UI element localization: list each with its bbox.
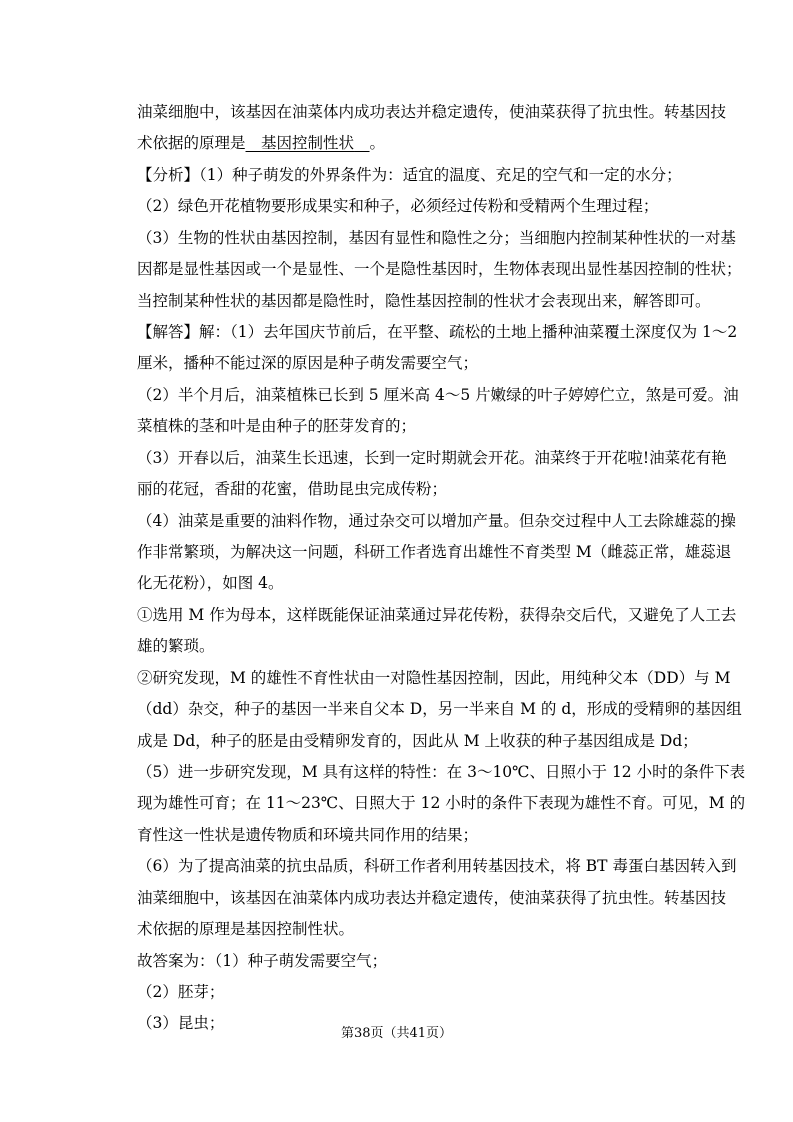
text-line: 当控制某种性状的基因都是隐性时，隐性基因控制的性状才会表现出来，解答即可。: [137, 292, 711, 310]
text-line: 化无花粉），如图 4。: [137, 574, 284, 592]
text-line: 育性这一性状是遗传物质和环境共同作用的结果；: [137, 826, 479, 844]
text-line: （5）进一步研究发现，M 具有这样的特性：在 3～10℃、日照小于 12 小时的条件下表: [137, 763, 746, 781]
text-line: 因都是显性基因或一个是显性、一个是隐性基因时，生物体表现出显性基因控制的性状；: [137, 260, 742, 278]
text-line: 丽的花冠，香甜的花蜜，借助昆虫完成传粉；: [137, 480, 448, 498]
text-line: （3）生物的性状由基因控制，基因有显性和隐性之分；当细胞内控制某种性状的一对基: [137, 229, 736, 247]
text-line: ①选用 M 作为母本，这样既能保证油菜通过异花传粉，获得杂交后代，又避免了人工去: [137, 606, 737, 624]
text-line: 菜植株的茎和叶是由种子的胚芽发育的；: [137, 417, 417, 435]
text-line: （2）半个月后，油菜植株已长到 5 厘米高 4～5 片嫩绿的叶子婷婷伫立，煞是可爱。油: [137, 386, 739, 404]
text-line: 雄的繁琐。: [137, 637, 215, 655]
text-line: 故答案为：（1）种子萌发需要空气；: [137, 952, 388, 970]
text-line-with-blank: 术依据的原理是 基因控制性状 。: [137, 134, 386, 152]
text-line: ②研究发现，M 的雄性不育性状由一对隐性基因控制，因此，用纯种父本（DD）与 M: [137, 669, 731, 687]
text-line: 【分析】（1）种子萌发的外界条件为：适宜的温度、充足的空气和一定的水分；: [137, 166, 682, 184]
answer-blank: 基因控制性状: [261, 134, 355, 152]
page-footer: 第38页（共41页）: [340, 1026, 453, 1041]
text-line: （3）开春以后，油菜生长迅速，长到一定时期就会开花。油菜终于开花啦!油菜花有艳: [137, 449, 727, 467]
text-line: （6）为了提高油菜的抗虫品质，科研工作者利用转基因技术，将 BT 毒蛋白基因转入到: [137, 857, 737, 875]
text-segment: 术依据的原理是: [137, 134, 246, 152]
text-line: 作非常繁琐，为解决这一问题，科研工作者选育出雄性不育类型 M（雌蕊正常，雄蕊退: [137, 543, 732, 561]
text-line: 术依据的原理是基因控制性状。: [137, 920, 355, 938]
text-line: 成是 Dd，种子的胚是由受精卵发育的，因此从 M 上收获的种子基因组成是 Dd；: [137, 732, 698, 750]
text-line: （3）昆虫；: [137, 1014, 225, 1032]
text-line: 现为雄性可育；在 11～23℃、日照大于 12 小时的条件下表现为雄性不育。可见，M 的: [137, 794, 746, 812]
text-line: 【解答】解：（1）去年国庆节前后，在平整、疏松的土地上播种油菜覆土深度仅为 1～2: [137, 323, 738, 341]
text-line: 油菜细胞中，该基因在油菜体内成功表达并稳定遗传，使油菜获得了抗虫性。转基因技: [137, 103, 727, 121]
text-line: （2）胚芽；: [137, 983, 225, 1001]
text-line: 油菜细胞中，该基因在油菜体内成功表达并稳定遗传，使油菜获得了抗虫性。转基因技: [137, 889, 727, 907]
text-line: （4）油菜是重要的油料作物，通过杂交可以增加产量。但杂交过程中人工去除雄蕊的操: [137, 512, 736, 530]
text-line: 厘米，播种不能过深的原因是种子萌发需要空气；: [137, 354, 479, 372]
text-line: （dd）杂交，种子的基因一半来自父本 D，另一半来自 M 的 d，形成的受精卵的基因组: [137, 700, 742, 718]
text-line: （2）绿色开花植物要形成果实和种子，必须经过传粉和受精两个生理过程；: [137, 197, 659, 215]
